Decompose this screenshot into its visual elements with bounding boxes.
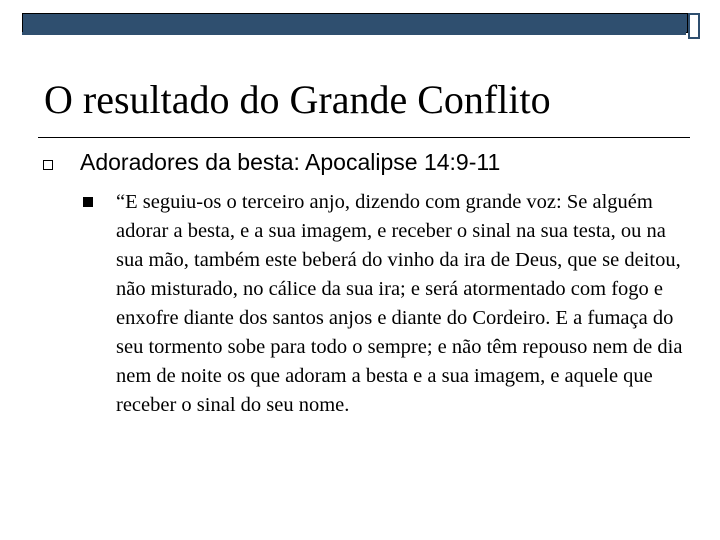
header-decor-line <box>22 32 686 35</box>
hollow-square-bullet-icon <box>43 160 53 170</box>
header-decor-box <box>688 13 700 39</box>
slide-title: O resultado do Grande Conflito <box>44 77 551 122</box>
scripture-quote: “E seguiu-os o terceiro anjo, dizendo com grande voz: Se alguém adorar a besta, e a sua imagem, e receber o sinal na sua testa, ou na sua mão, também este beberá do vinho da ira de Deus, que se deitou, não misturado, no cálice da sua ira; e será atormentado com fogo e enxofre diante dos santos anjos e diante do Cordeiro. E a fumaça do seu tormento sobe para todo o sempre; e não têm repouso nem de dia nem de noite os que adoram a besta e a sua imagem, e aquele que receber o sinal do seu nome. <box>116 191 683 416</box>
header-decor-bar <box>22 13 688 33</box>
title-divider <box>38 137 690 138</box>
filled-square-bullet-icon <box>83 197 93 207</box>
main-bullet-text: Adoradores da besta: Apocalipse 14:9-11 <box>80 149 501 175</box>
